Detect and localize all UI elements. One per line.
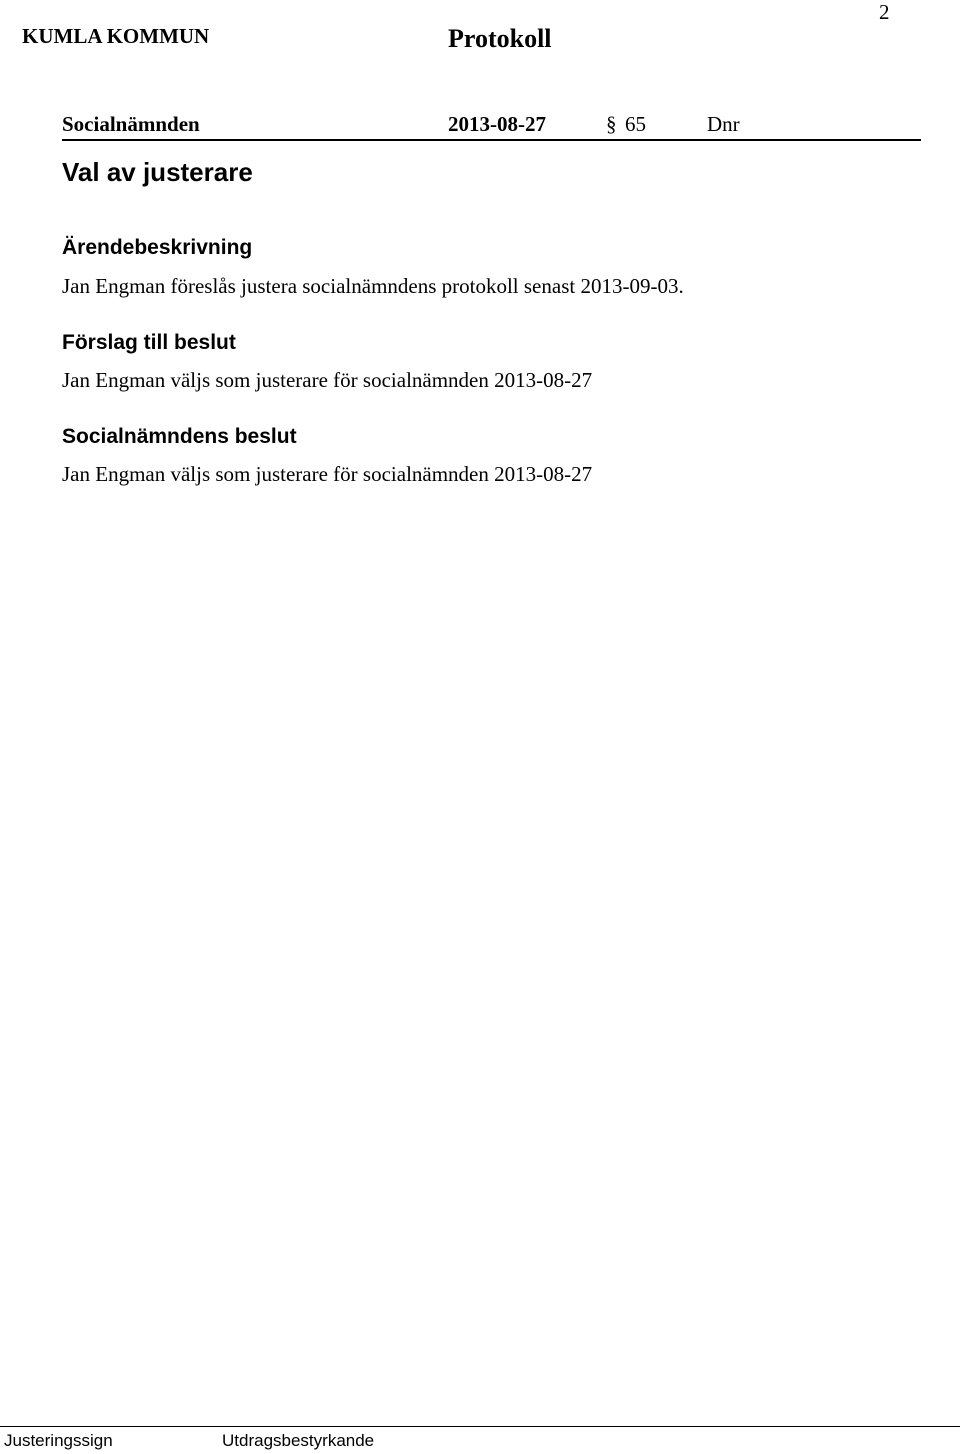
document-type: Protokoll <box>448 24 552 53</box>
case-title: Val av justerare <box>62 157 253 187</box>
committee-name: Socialnämnden <box>62 112 200 136</box>
section-number: 65 <box>625 112 646 136</box>
proposal-text: Jan Engman väljs som justerare för socialnämnden 2013-08-27 <box>62 368 593 392</box>
section-sign-icon: § <box>606 112 617 136</box>
footer-certification-label: Utdragsbestyrkande <box>222 1431 375 1450</box>
proposal-heading: Förslag till beslut <box>62 331 236 354</box>
footer-divider <box>0 1426 960 1427</box>
header-divider <box>62 139 921 141</box>
meeting-date: 2013-08-27 <box>448 112 546 136</box>
description-text: Jan Engman föreslås justera socialnämndens protokoll senast 2013-09-03. <box>62 274 684 298</box>
municipality-name: KUMLA KOMMUN <box>22 24 210 48</box>
decision-text: Jan Engman väljs som justerare för socialnämnden 2013-08-27 <box>62 462 593 486</box>
decision-heading: Socialnämndens beslut <box>62 425 297 448</box>
footer-signature-label: Justeringssign <box>4 1431 113 1450</box>
page-number: 2 <box>879 0 890 24</box>
dnr-label: Dnr <box>707 112 740 136</box>
description-heading: Ärendebeskrivning <box>62 236 253 259</box>
